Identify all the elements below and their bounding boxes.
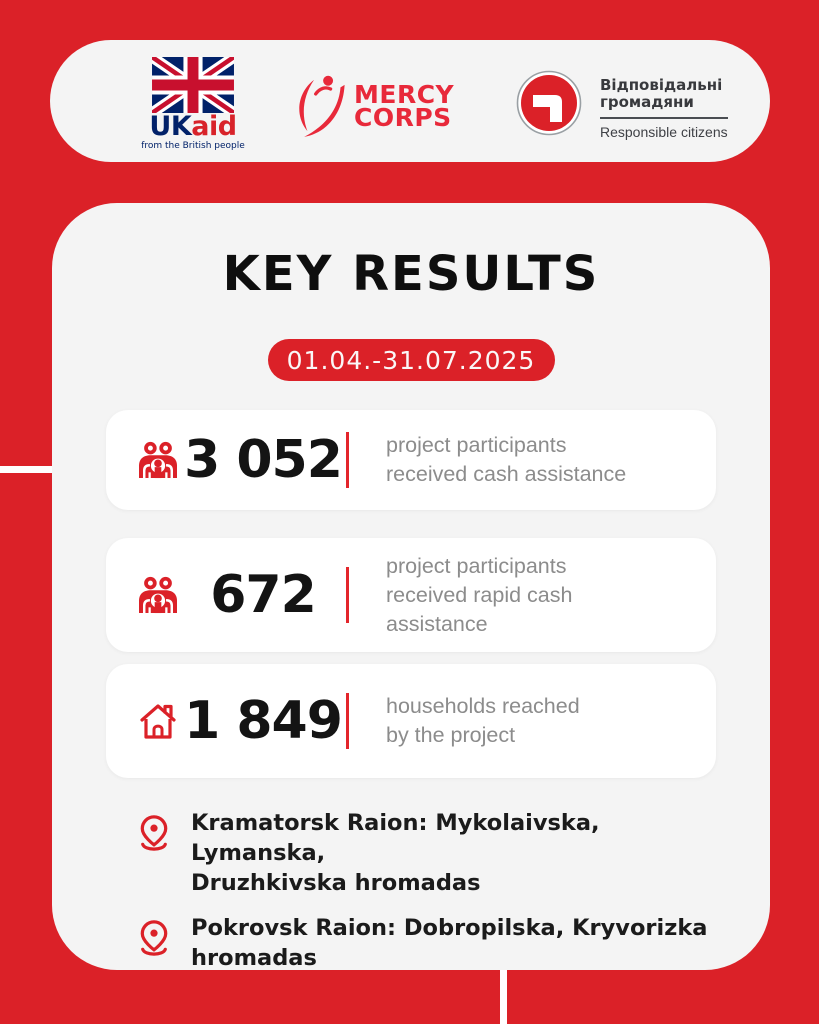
uk-flag-icon xyxy=(152,57,234,113)
ukaid-uk-text: UK xyxy=(149,111,192,142)
stat-description xyxy=(386,692,580,750)
stat-divider xyxy=(346,567,349,623)
stat-description-line: assistance xyxy=(386,611,488,636)
stat-description xyxy=(386,431,626,489)
location-line: hromadas xyxy=(191,945,317,971)
mercy-word: MERCY xyxy=(354,80,455,109)
mercy-corps-logo xyxy=(290,70,454,146)
stat-description-line: project participants xyxy=(386,553,567,578)
responsible-citizens-text xyxy=(600,77,728,140)
ukaid-tagline: from the British people xyxy=(141,141,245,151)
decorative-line-bottom xyxy=(500,970,507,1024)
stat-divider xyxy=(346,432,349,488)
stat-description-line: project participants xyxy=(386,433,567,457)
responsible-ua-line2: громадяни xyxy=(600,93,694,111)
period-badge xyxy=(268,339,555,381)
ukaid-logo xyxy=(138,57,248,151)
location-line: Kramatorsk Raion: Mykolaivska, Lymanska, xyxy=(191,810,600,866)
period-text: 01.04.-31.07.2025 xyxy=(286,345,536,375)
location-pokrovsk xyxy=(136,913,716,973)
stat-card-rapid-cash xyxy=(106,538,716,652)
corps-word: CORPS xyxy=(354,103,452,132)
map-pin-icon xyxy=(136,917,176,965)
location-line: Pokrovsk Raion: Dobropilska, Kryvorizka xyxy=(191,915,708,941)
stat-description-line: received rapid cash xyxy=(386,582,573,607)
stat-value: 3 052 xyxy=(184,430,342,490)
house-icon xyxy=(136,702,180,740)
location-text xyxy=(191,913,707,973)
stat-description-line: households reached xyxy=(386,694,580,718)
partner-logo-bar xyxy=(50,40,770,162)
mercy-corps-wordmark xyxy=(354,80,455,146)
mercy-corps-leaf-icon xyxy=(290,70,348,146)
stats-list xyxy=(106,410,716,778)
family-icon xyxy=(136,576,180,614)
ukaid-wordmark xyxy=(138,111,248,142)
locations-list xyxy=(106,808,716,973)
stat-divider xyxy=(346,693,349,749)
responsible-ua-line1: Відповідальні xyxy=(600,76,723,94)
responsible-citizens-mark-icon xyxy=(516,70,582,136)
responsible-citizens-logo xyxy=(516,70,728,140)
stat-card-cash-assistance xyxy=(106,410,716,510)
ukaid-aid-text: aid xyxy=(191,111,237,142)
location-line: Druzhkivska hromadas xyxy=(191,870,481,896)
stat-card-households xyxy=(106,664,716,778)
location-text xyxy=(191,808,716,898)
responsible-divider xyxy=(600,117,728,119)
stat-description xyxy=(386,552,572,639)
key-results-card xyxy=(52,203,770,970)
family-icon xyxy=(136,441,180,479)
stat-value: 672 xyxy=(210,565,316,625)
stat-description-line: by the project xyxy=(386,723,516,747)
stat-value: 1 849 xyxy=(184,691,342,751)
stat-description-line: received cash assistance xyxy=(386,462,627,486)
map-pin-icon xyxy=(136,812,176,860)
responsible-en-text: Responsible citizens xyxy=(600,124,728,140)
location-kramatorsk xyxy=(136,808,716,898)
decorative-line-left xyxy=(0,466,52,473)
page-title: KEY RESULTS xyxy=(222,246,600,302)
